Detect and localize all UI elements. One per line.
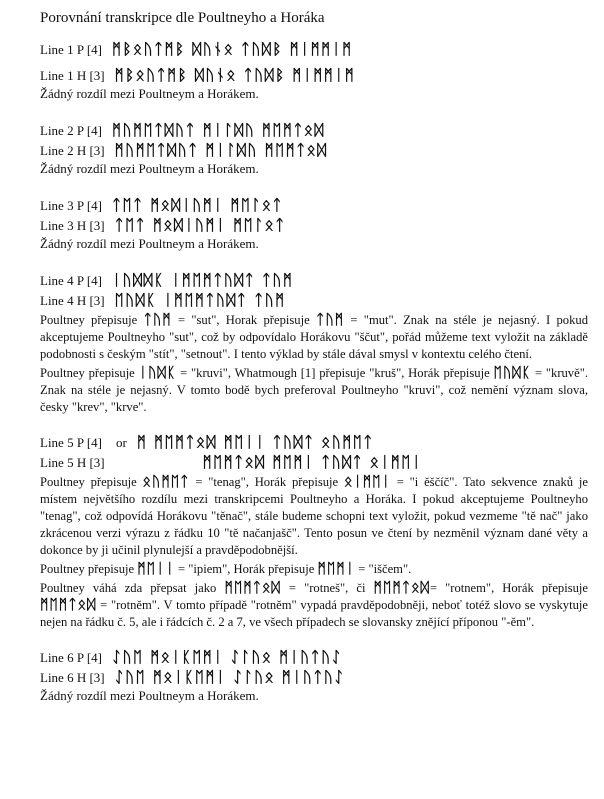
line-label: Line 6 P [4] [40, 650, 102, 665]
text: Poultney přepisuje [40, 562, 138, 576]
script-glyphs: ᛗ ᛗᛖᛗᛏᛟᛞ ᛗᛖᛁᛁ ᛏᚢᛞᛏ ᛟᚢᛗᛖᛏ [136, 433, 374, 451]
line-label: Line 5 P [4] [40, 435, 102, 450]
script-glyphs: ᛗᛖᛗᛏᛟᛞ ᛗᛖᛗᛁ ᛏᚢᛞᛏ ᛟᛁᛗᛖᛁ [202, 453, 423, 471]
commentary-paragraph [40, 580, 588, 631]
text: = "ipiem", Horák přepisuje [174, 562, 318, 576]
text: Poultney váhá zda přepsat jako [40, 581, 225, 595]
inline-glyphs: ᛁᚢᛞᛕ [138, 365, 177, 381]
document-page [40, 10, 588, 704]
commentary-paragraph [40, 312, 588, 363]
inline-glyphs: ᛗᛖᛗᛁ [317, 561, 356, 577]
inline-glyphs: ᛗᛖᛁᛁ [137, 561, 175, 577]
inline-glyphs: ᛟᚢᛗᛖᛏ [142, 474, 190, 490]
line-6-h-row [40, 667, 588, 687]
text: = "kruvě". Znak na stéle je nejasný. V tomto bodě bych preferoval Poultneyho "kruvi", což nemění význam slova, česky "krev", "krve". [40, 366, 588, 414]
line-label: Line 1 H [3] [40, 68, 105, 83]
line-label: Line 4 H [3] [40, 293, 105, 308]
text: Poultney přepisuje [40, 475, 143, 489]
text: = "rotněm". V tomto případě "rotněm" vypadá pravděpodobněji, neboť totéž slovo se vyskytuje nejen na řádku č. 5, ale i řádcích č. 2 a 7, ve všech případech se slovansky znějící příponou "-ěm". [40, 598, 588, 629]
inline-glyphs: ᛏᚢᛗ [143, 312, 172, 328]
line-4-h-row [40, 290, 588, 310]
text: = "rotnem", Horák přepisuje [429, 581, 588, 595]
text: Poultney přepisuje [40, 313, 144, 327]
line-1-h-row [40, 65, 588, 85]
inline-glyphs: ᛏᚢᛗ [315, 312, 345, 328]
text: = "rotneš", či [280, 581, 374, 595]
commentary-paragraph [40, 561, 588, 578]
text: = "tenag", Horák přepisuje [189, 475, 344, 489]
script-glyphs: ᛗᛒᛟᚢᛏᛗᛒ ᛞᚢᚾᛟ ᛏᚢᛞᛒ ᛗᛁᛗᛗᛁᛗ [111, 40, 353, 58]
text: = "i ěščíč". Tato sekvence znaků je místem největšího rozdílu mezi transkripcemi Poultneyho a Horáka. I pokud akceptujeme Poultneyho "tenag", což odpovídá Horákovu "těnač", stále budeme schopni text vyložit, pokud vezmeme "tě nač" jako zkrácenou verzi výrazu z řádku 10 "tě načanjašč". Tento posun ve čtení by nezměnil význam dané věty a dokonce by ji učinil plynulejší a pravděpodobnější. [40, 475, 588, 557]
line-2-h-row [40, 140, 588, 160]
line-5-h-row [40, 452, 588, 472]
inline-glyphs: ᛗᛖᛗᛏᛟᛞ [373, 580, 430, 596]
line-label: Line 1 P [4] [40, 42, 102, 57]
text: = "mut". Znak na stéle je nejasný. I pokud akceptujeme Poultneyho "sut", což by odpovídalo Horákovu "ščut", pořád můžeme text vyložit na základě podobnosti s českým "stít", "setnout". I tento výklad by stále dával smysl v kontextu celého čtení. [40, 313, 588, 361]
text: = "iščem". [355, 562, 412, 576]
inline-glyphs: ᛖᚢᛞᛕ [493, 365, 532, 381]
line-5-p-row [40, 432, 588, 452]
line-label: Line 3 H [3] [40, 218, 105, 233]
script-glyphs: ᛏᛖᛏ ᛗᛟᛞᛁᚢᛗᛁ ᛗᛖᛚᛟᛏ [114, 216, 286, 234]
line-3-p-row [40, 195, 588, 215]
inline-glyphs: ᛗᛖᛗᛏᛟᛞ [224, 580, 281, 596]
line-label: Line 6 H [3] [40, 670, 105, 685]
line-1-p-row [40, 39, 588, 59]
script-glyphs: ᛁᚢᛞᛞᛕ ᛁᛗᛖᛗᛏᚢᛞᛏ ᛏᚢᛗ [111, 271, 294, 289]
line-label: Line 2 P [4] [40, 123, 102, 138]
text: = "sut", Horak přepisuje [171, 313, 316, 327]
or-word: or [115, 435, 127, 450]
inline-glyphs: ᛟᛁᛗᛖᛁ [343, 474, 391, 490]
script-glyphs: ᛏᛖᛏ ᛗᛟᛞᛁᚢᛗᛁ ᛗᛖᛚᛟᛏ [111, 196, 283, 214]
line-label: Line 2 H [3] [40, 143, 105, 158]
line-label: Line 3 P [4] [40, 198, 102, 213]
comparison-note: Žádný rozdíl mezi Poultneym a Horákem. [40, 236, 259, 251]
script-glyphs: ᛗᚢᛗᛖᛏᛞᚢᛏ ᛗᛁᛚᛞᚢ ᛗᛖᛗᛏᛟᛞ [114, 141, 328, 159]
script-glyphs: ᛗᚢᛗᛖᛏᛞᚢᛏ ᛗᛁᛚᛞᚢ ᛗᛖᛗᛏᛟᛞ [111, 121, 325, 139]
line-6-p-row [40, 647, 588, 667]
page-title: Porovnání transkripce dle Poultneyho a Horáka [40, 10, 325, 26]
line-label: Line 5 H [3] [40, 455, 105, 470]
commentary-paragraph [40, 365, 588, 416]
commentary-paragraph [40, 474, 588, 559]
line-3-h-row [40, 215, 588, 235]
script-glyphs: ᛗᛒᛟᚢᛏᛗᛒ ᛞᚢᚾᛟ ᛏᚢᛞᛒ ᛗᛁᛗᛗᛁᛗ [114, 66, 356, 84]
inline-glyphs: ᛗᛖᛗᛏᛟᛞ [40, 597, 97, 613]
script-glyphs: ᛇᚢᛖ ᛗᛟᛁᛕᛖᛗᛁ ᛇᛚᚢᛟ ᛗᛁᚢᛏᚢᛇ [111, 648, 343, 666]
comparison-note: Žádný rozdíl mezi Poultneym a Horákem. [40, 688, 259, 703]
script-glyphs: ᛇᚢᛖ ᛗᛟᛁᛕᛖᛗᛁ ᛇᛚᚢᛟ ᛗᛁᚢᛏᚢᛇ [114, 668, 345, 686]
comparison-note: Žádný rozdíl mezi Poultneym a Horákem. [40, 161, 259, 176]
comparison-note: Žádný rozdíl mezi Poultneym a Horákem. [40, 86, 259, 101]
line-label: Line 4 P [4] [40, 273, 102, 288]
script-glyphs: ᛖᚢᛞᛕ ᛁᛗᛖᛗᛏᚢᛞᛏ ᛏᚢᛗ [114, 291, 286, 309]
line-2-p-row [40, 120, 588, 140]
text: Poultney přepisuje [40, 366, 139, 380]
line-4-p-row [40, 270, 588, 290]
text: = "kruvi", Whatmough [1] přepisuje "kruš", Horák přepisuje [176, 366, 494, 380]
